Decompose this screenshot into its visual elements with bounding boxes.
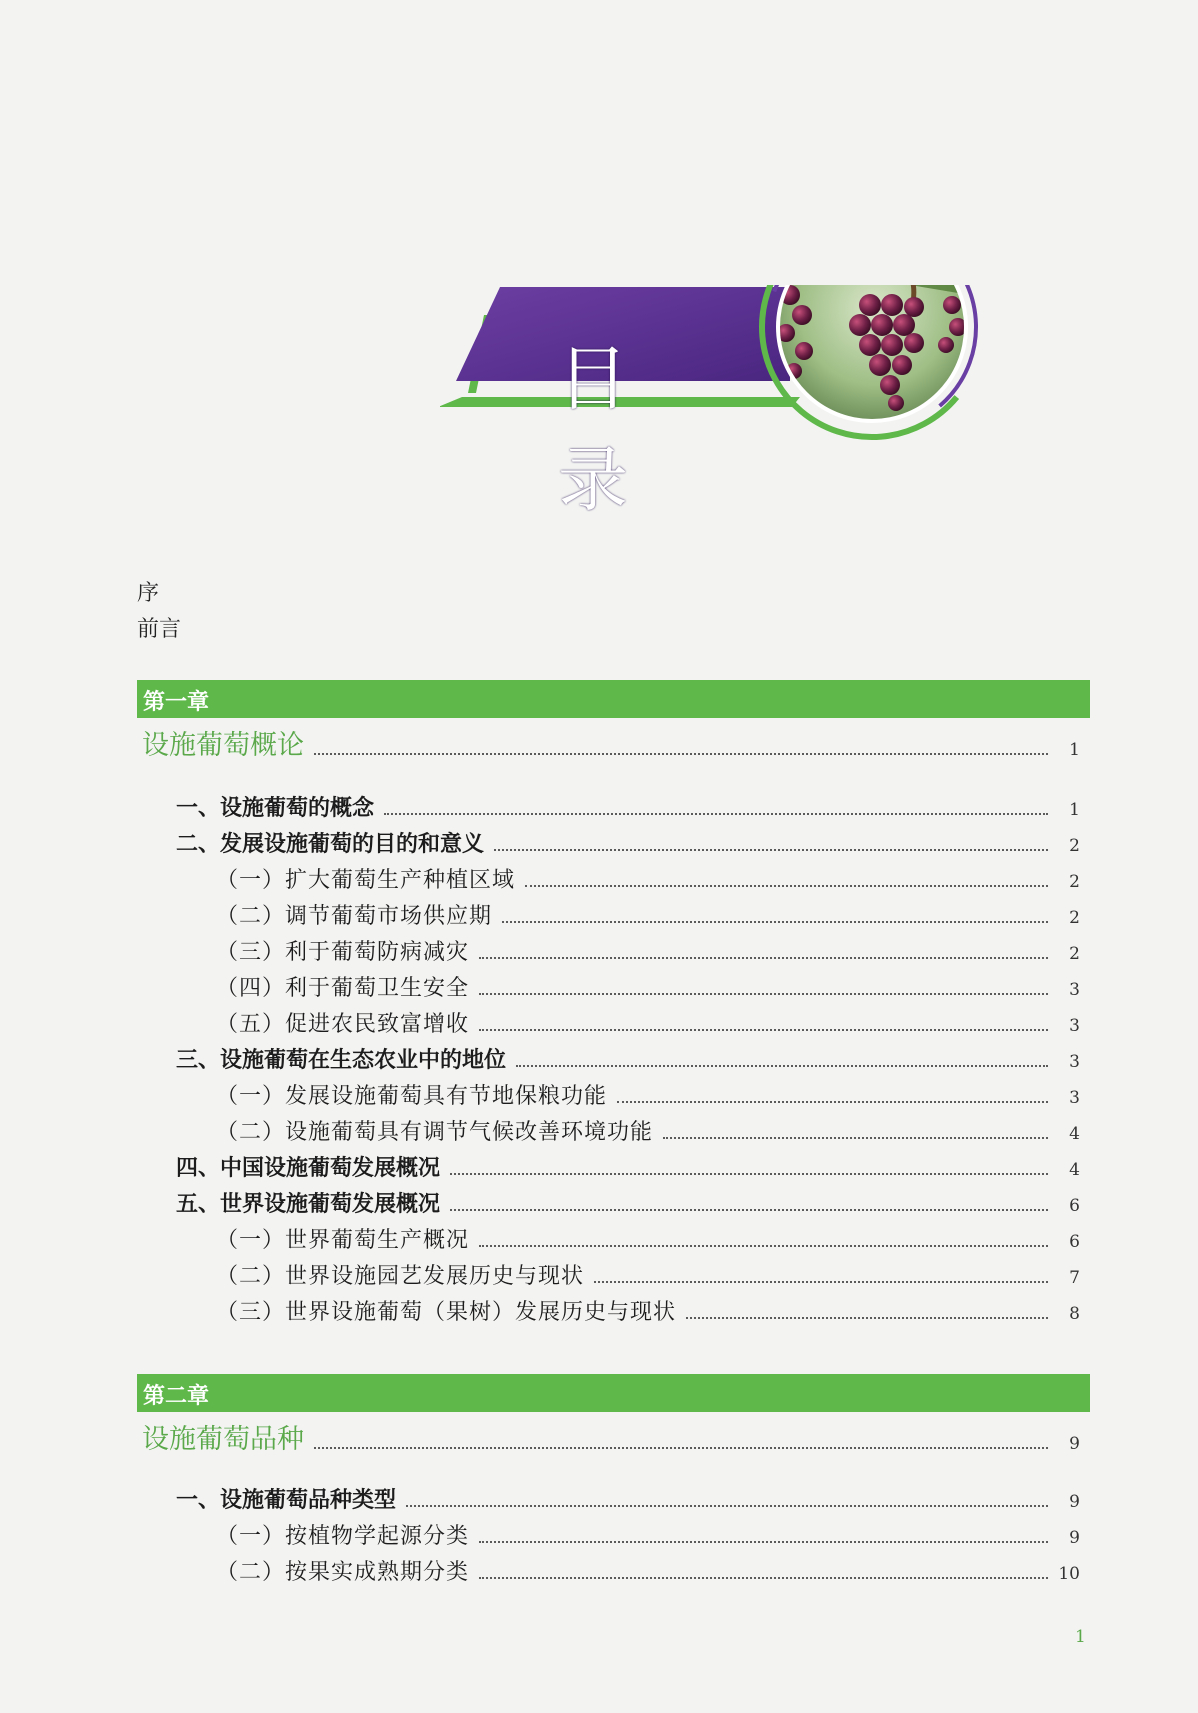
- toc-entry[interactable]: [216, 1222, 1080, 1254]
- toc-entry-text: （二）设施葡萄具有调节气候改善环境功能: [216, 1120, 654, 1145]
- toc-entry-page: 2: [1069, 908, 1080, 928]
- toc-entry[interactable]: [176, 1150, 1080, 1182]
- toc-entry-page: 9: [1069, 1492, 1080, 1512]
- toc-entry-page: 2: [1069, 944, 1080, 964]
- toc-entry-text: （一）按植物学起源分类: [216, 1524, 470, 1549]
- leader-dots: [479, 993, 1048, 995]
- toc-entry[interactable]: [216, 1078, 1080, 1110]
- toc-entry-page: 1: [1069, 800, 1080, 820]
- toc-entry-page: 8: [1069, 1304, 1080, 1324]
- chapter-2-label: 第二章: [143, 1384, 210, 1409]
- chapter-2-title: 设施葡萄品种: [142, 1424, 304, 1455]
- toc-entry-page: 6: [1069, 1232, 1080, 1252]
- chapter-1-page: 1: [1069, 740, 1080, 760]
- leader-dots: [479, 1541, 1048, 1543]
- toc-entry-text: （一）扩大葡萄生产种植区域: [216, 868, 516, 893]
- chapter-1-title-line[interactable]: [142, 722, 1080, 762]
- toc-entry-text: （一）世界葡萄生产概况: [216, 1228, 470, 1253]
- leader-dots: [516, 1065, 1048, 1067]
- leader-dots: [384, 813, 1048, 815]
- toc-entry-text: （二）按果实成熟期分类: [216, 1560, 470, 1585]
- toc-entry[interactable]: [216, 1554, 1080, 1586]
- toc-entry-text: （四）利于葡萄卫生安全: [216, 976, 470, 1001]
- leader-dots: [450, 1209, 1048, 1211]
- leader-dots: [479, 1245, 1048, 1247]
- leader-dots: [617, 1101, 1048, 1103]
- toc-entry[interactable]: [216, 934, 1080, 966]
- toc-entry-page: 10: [1058, 1564, 1080, 1584]
- leader-dots: [314, 753, 1048, 755]
- toc-entry-text: 二、发展设施葡萄的目的和意义: [176, 832, 485, 857]
- toc-entry-text: 三、设施葡萄在生态农业中的地位: [176, 1048, 507, 1073]
- toc-entry[interactable]: [216, 898, 1080, 930]
- front-matter-preface: 序: [137, 581, 160, 606]
- toc-entry-page: 4: [1069, 1160, 1080, 1180]
- toc-entry[interactable]: [216, 1518, 1080, 1550]
- toc-entry-page: 2: [1069, 836, 1080, 856]
- toc-entry-page: 6: [1069, 1196, 1080, 1216]
- leader-dots: [479, 957, 1048, 959]
- toc-banner: [440, 285, 1100, 521]
- front-matter-foreword: 前言: [137, 617, 182, 642]
- toc-entry-page: 2: [1069, 872, 1080, 892]
- chapter-1-label: 第一章: [143, 690, 210, 715]
- leader-dots: [686, 1317, 1048, 1319]
- toc-entry-text: 一、设施葡萄的概念: [176, 796, 375, 821]
- toc-heading: 目 录: [558, 338, 672, 521]
- leader-dots: [594, 1281, 1048, 1283]
- toc-entry-text: （五）促进农民致富增收: [216, 1012, 470, 1037]
- toc-entry-page: 9: [1069, 1528, 1080, 1548]
- leader-dots: [502, 921, 1048, 923]
- leader-dots: [663, 1137, 1048, 1139]
- toc-entry-text: （三）世界设施葡萄（果树）发展历史与现状: [216, 1300, 677, 1325]
- toc-entry-text: 五、世界设施葡萄发展概况: [176, 1192, 441, 1217]
- toc-entry[interactable]: [216, 862, 1080, 894]
- toc-entry-page: 3: [1069, 980, 1080, 1000]
- page-number: 1: [1075, 1627, 1086, 1647]
- leader-dots: [494, 849, 1048, 851]
- toc-entry-text: （一）发展设施葡萄具有节地保粮功能: [216, 1084, 608, 1109]
- toc-entry-page: 3: [1069, 1052, 1080, 1072]
- toc-entry[interactable]: [176, 826, 1080, 858]
- leader-dots: [479, 1029, 1048, 1031]
- leader-dots: [406, 1505, 1048, 1507]
- toc-entry-text: （三）利于葡萄防病减灾: [216, 940, 470, 965]
- toc-entry[interactable]: [176, 790, 1080, 822]
- toc-entry[interactable]: [216, 1006, 1080, 1038]
- chapter-1-bar: [137, 680, 1090, 718]
- toc-entry[interactable]: [216, 1114, 1080, 1146]
- toc-entry[interactable]: [176, 1186, 1080, 1218]
- toc-entry-page: 7: [1069, 1268, 1080, 1288]
- toc-entry[interactable]: [216, 1294, 1080, 1326]
- toc-entry[interactable]: [176, 1042, 1080, 1074]
- toc-entry-text: 四、中国设施葡萄发展概况: [176, 1156, 441, 1181]
- leader-dots: [314, 1447, 1048, 1449]
- chapter-2-title-line[interactable]: [142, 1416, 1080, 1456]
- leader-dots: [479, 1577, 1048, 1579]
- toc-entry-text: 一、设施葡萄品种类型: [176, 1488, 397, 1513]
- toc-entry-page: 4: [1069, 1124, 1080, 1144]
- toc-entry-page: 3: [1069, 1016, 1080, 1036]
- leader-dots: [525, 885, 1048, 887]
- chapter-2-bar: [137, 1374, 1090, 1412]
- chapter-1-title: 设施葡萄概论: [142, 730, 304, 761]
- toc-entry-page: 3: [1069, 1088, 1080, 1108]
- toc-entry-text: （二）世界设施园艺发展历史与现状: [216, 1264, 585, 1289]
- toc-entry[interactable]: [176, 1482, 1080, 1514]
- toc-entry[interactable]: [216, 1258, 1080, 1290]
- toc-entry-text: （二）调节葡萄市场供应期: [216, 904, 493, 929]
- toc-entry[interactable]: [216, 970, 1080, 1002]
- leader-dots: [450, 1173, 1048, 1175]
- chapter-2-page: 9: [1069, 1434, 1080, 1454]
